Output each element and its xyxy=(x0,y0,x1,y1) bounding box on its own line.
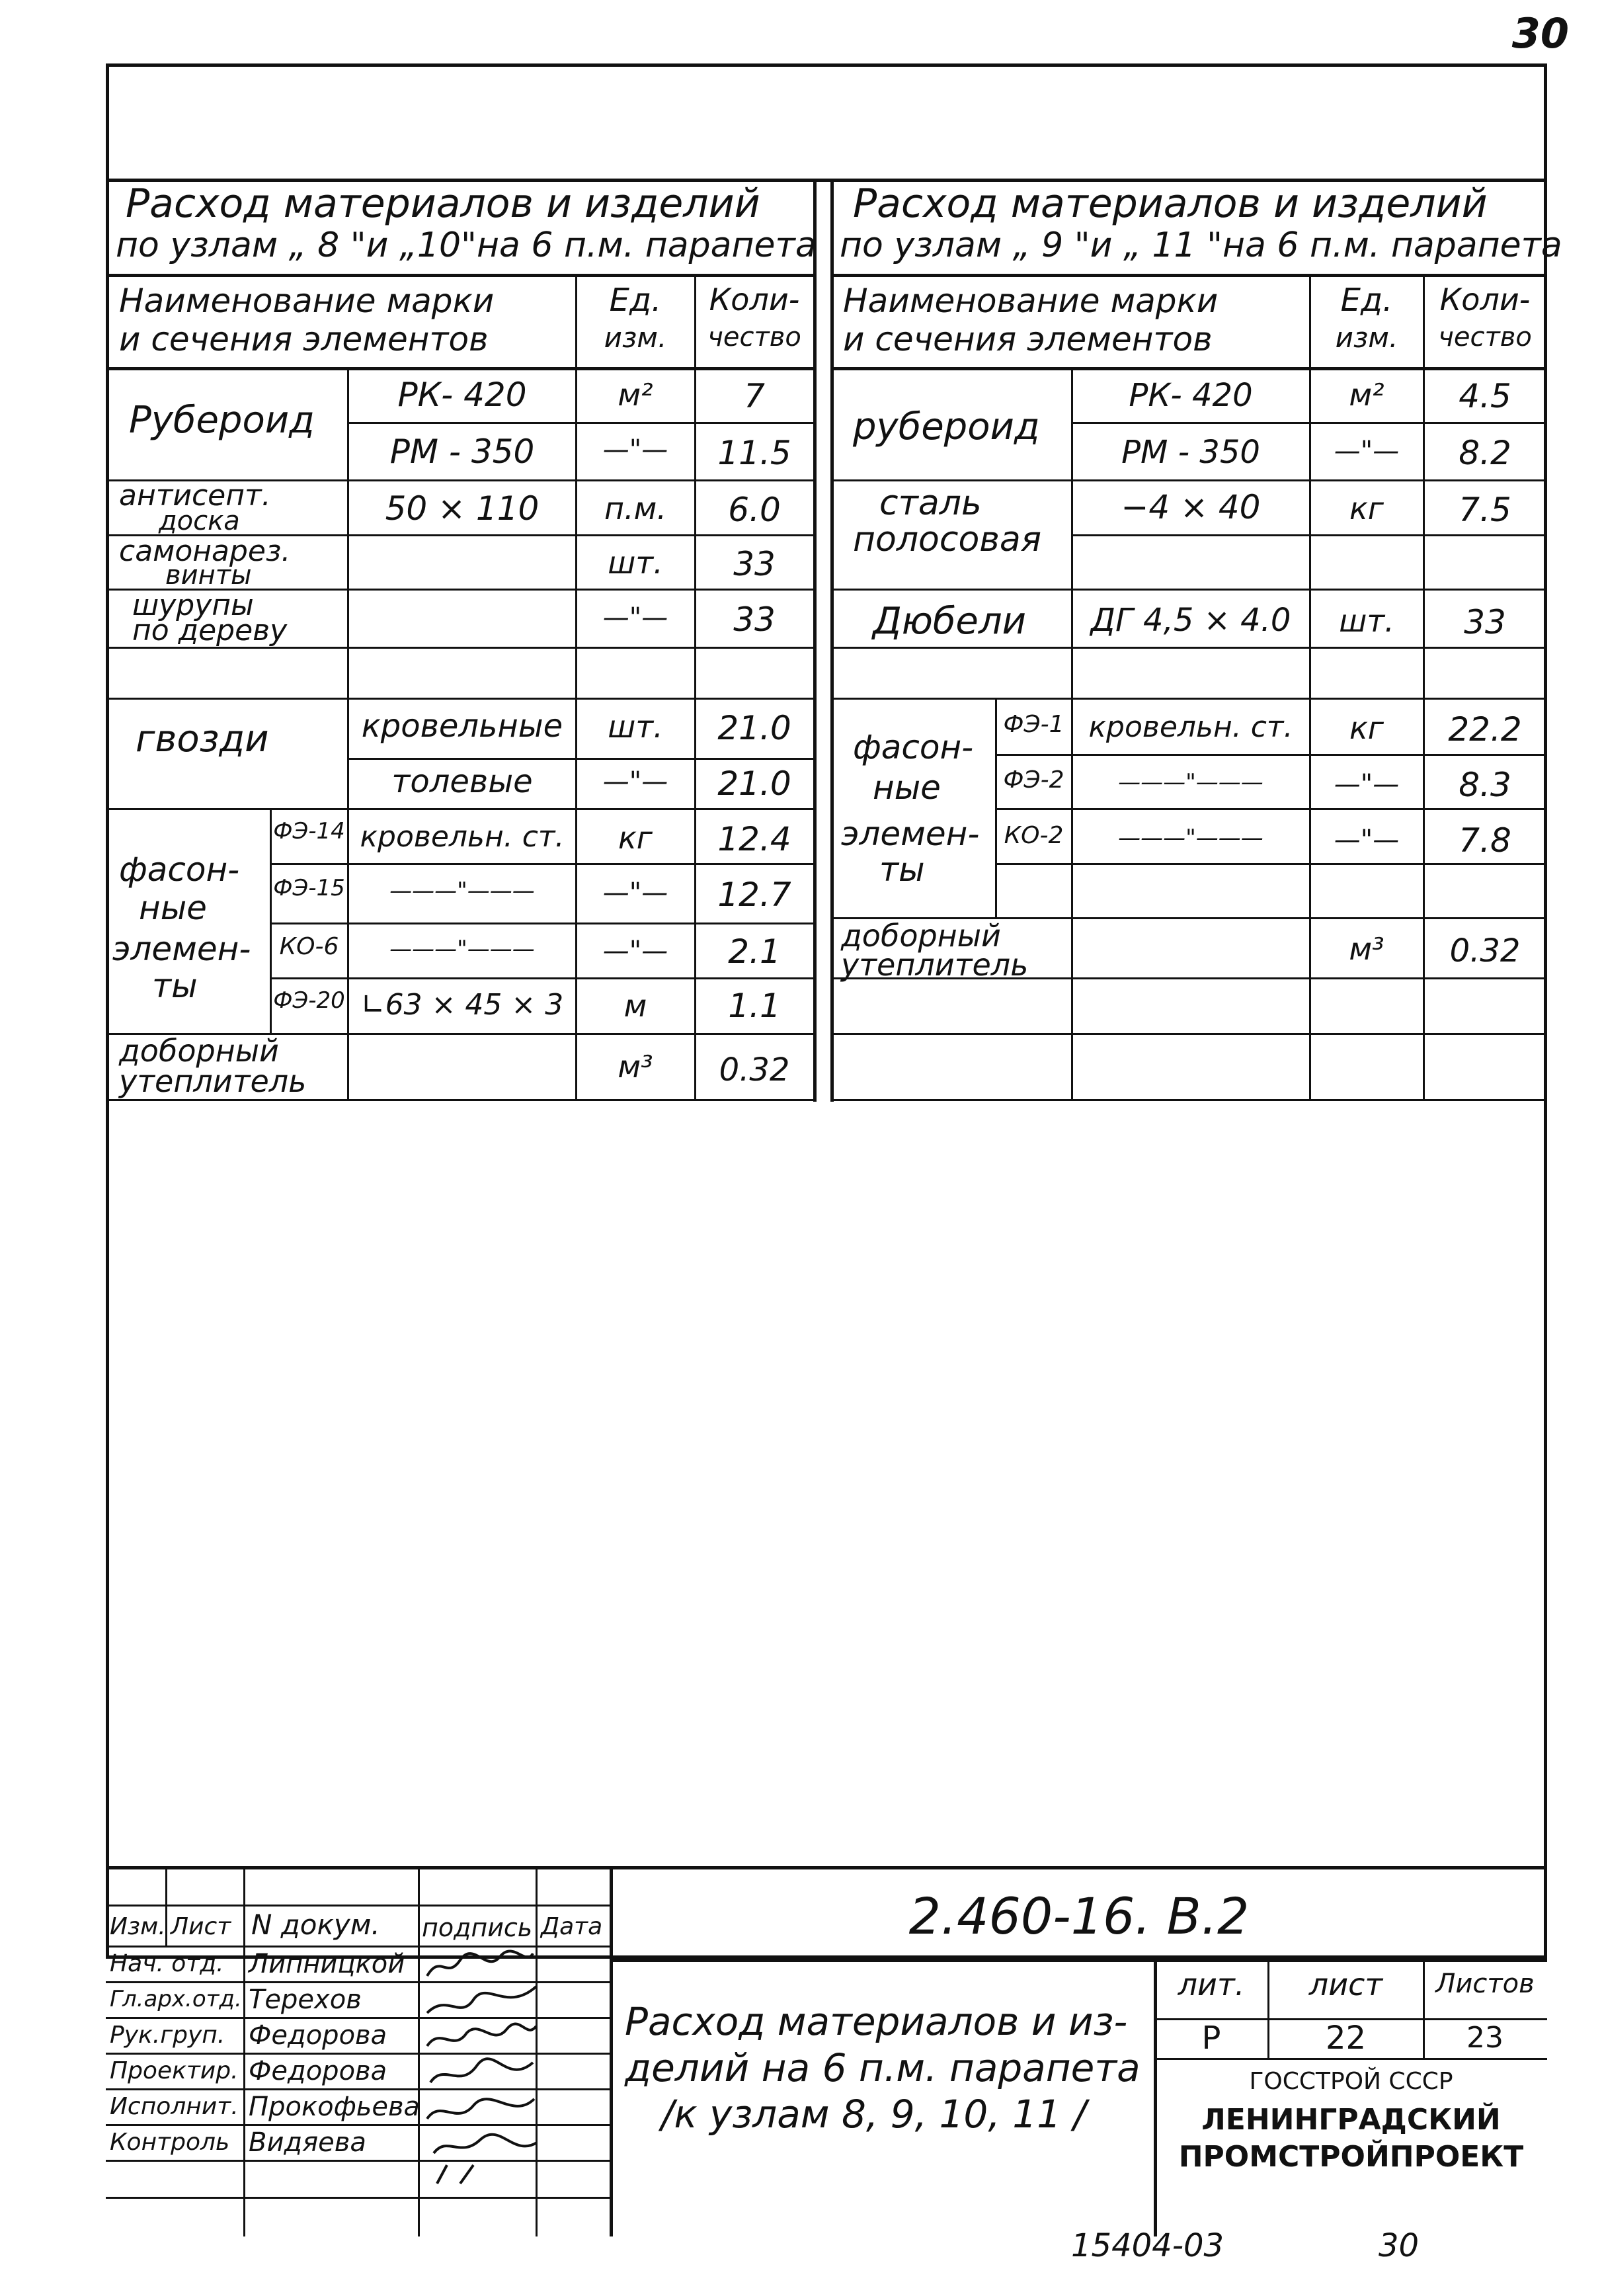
left-cell-name-2: винты xyxy=(165,560,252,591)
left-cell-qty: 11.5 xyxy=(717,434,791,472)
left-header-qty-2: чество xyxy=(707,322,801,352)
left-cell-unit: м³ xyxy=(618,1049,653,1085)
left-cell-mark: РК- 420 xyxy=(397,376,527,414)
stamp-rule xyxy=(610,1959,1547,1962)
right-cell-name: рубероид xyxy=(853,405,1040,448)
left-cell-code: КО-6 xyxy=(279,933,339,960)
left-row-line xyxy=(270,863,815,865)
stamp-person: Видяева xyxy=(249,2127,366,2158)
left-cell-qty: 1.1 xyxy=(728,987,781,1025)
right-group-label-4: ты xyxy=(879,850,925,889)
left-cell-qty: 33 xyxy=(733,545,776,583)
right-cell-qty: 7.8 xyxy=(1459,821,1511,860)
left-cell-unit: м xyxy=(623,988,647,1024)
left-cell-unit: —"— xyxy=(602,434,668,465)
right-table-border xyxy=(830,180,834,1102)
left-cell-qty: 7 xyxy=(744,377,765,415)
stamp-header-sign: подпись xyxy=(422,1913,533,1942)
right-header-name: Наименование марки xyxy=(843,282,1219,320)
stamp-person: Липницкой xyxy=(249,1949,405,1979)
left-cell-unit: п.м. xyxy=(604,491,667,526)
stamp-lit-value: Р xyxy=(1201,2020,1221,2057)
left-cell-unit: —"— xyxy=(602,602,668,633)
right-row-line xyxy=(830,479,1547,481)
right-title-rule xyxy=(830,274,1547,277)
left-cell-qty: 12.4 xyxy=(717,820,791,858)
left-group-label-2: ные xyxy=(139,889,207,927)
left-table-title: Расход материалов и изделий xyxy=(126,181,760,227)
left-header-unit: Ед. xyxy=(609,282,662,319)
right-row-line xyxy=(995,863,1547,865)
stamp-grid-line xyxy=(418,1866,420,2236)
right-cell-qty: 8.2 xyxy=(1459,434,1511,472)
stamp-header-izm: Изм. xyxy=(110,1913,166,1940)
left-cell-mark: кровельные xyxy=(361,708,563,745)
right-cell-mark: кровельн. ст. xyxy=(1088,710,1293,744)
left-cell-unit: шт. xyxy=(608,545,663,581)
right-cell-name: доборный xyxy=(841,918,1001,954)
right-row-line xyxy=(995,808,1547,810)
right-cell-qty: 0.32 xyxy=(1449,932,1521,969)
stamp-sheets-label: Листов xyxy=(1435,1969,1535,1999)
right-bottom-rule xyxy=(830,1099,1547,1101)
right-group-label-2: ные xyxy=(873,768,941,807)
right-cell-mark: ———"——— xyxy=(1118,825,1263,851)
stamp-lit-label: лит. xyxy=(1178,1967,1245,2002)
right-table-title: Расход материалов и изделий xyxy=(853,181,1488,227)
stamp-person: Федорова xyxy=(249,2020,387,2051)
left-cell-qty: 0.32 xyxy=(719,1051,790,1088)
stamp-title-3: /к узлам 8, 9, 10, 11 / xyxy=(661,2092,1086,2137)
right-row-line xyxy=(830,589,1547,591)
left-cell-name: антисепт. xyxy=(119,479,271,512)
left-cell-code: ФЭ-15 xyxy=(273,875,345,901)
right-cell-name: сталь xyxy=(879,483,982,523)
left-cell-unit: шт. xyxy=(608,709,663,745)
right-cell-unit: —"— xyxy=(1334,825,1400,855)
left-cell-name-2: утеплитель xyxy=(119,1063,307,1099)
left-cell-mark: ———"——— xyxy=(389,878,535,904)
right-row-line xyxy=(830,698,1547,700)
right-cell-mark: РМ - 350 xyxy=(1121,434,1260,471)
right-cell-qty: 7.5 xyxy=(1459,491,1511,529)
left-cell-qty: 6.0 xyxy=(728,491,781,529)
stamp-sheet-label: лист xyxy=(1308,1967,1383,2002)
left-row-line xyxy=(270,922,815,924)
stamp-col-line xyxy=(1154,1959,1157,2236)
stamp-role: Проектир. xyxy=(110,2057,239,2084)
left-cell-mark: ———"——— xyxy=(389,936,535,962)
left-cell-unit: кг xyxy=(618,820,653,856)
right-cell-code: КО-2 xyxy=(1004,822,1064,849)
left-cell-qty: 21.0 xyxy=(717,764,791,803)
right-cell-name-2: полосовая xyxy=(853,520,1042,559)
left-title-rule xyxy=(106,274,815,277)
left-cell-qty: 33 xyxy=(733,600,776,639)
right-cell-unit: шт. xyxy=(1339,603,1394,639)
right-cell-qty: 33 xyxy=(1464,603,1506,641)
right-cell-qty: 8.3 xyxy=(1459,766,1511,804)
right-cell-code: ФЭ-2 xyxy=(1003,766,1064,794)
stamp-role: Контроль xyxy=(110,2129,230,2156)
right-row-line xyxy=(1071,534,1547,536)
left-cell-unit: —"— xyxy=(602,766,668,797)
left-cell-name: самонарез. xyxy=(119,534,291,568)
right-cell-name-2: утеплитель xyxy=(841,947,1029,983)
stamp-person: Федорова xyxy=(249,2056,387,2086)
stamp-header-doc: N докум. xyxy=(251,1908,380,1941)
left-cell-mark: РМ - 350 xyxy=(389,432,535,471)
stamp-rule xyxy=(1154,2058,1547,2060)
left-cell-qty: 2.1 xyxy=(728,932,781,971)
left-row-line xyxy=(270,977,815,979)
right-cell-unit: —"— xyxy=(1334,769,1400,800)
left-bottom-rule xyxy=(106,1099,815,1101)
left-group-label-4: ты xyxy=(152,967,198,1005)
right-header-unit: Ед. xyxy=(1340,282,1393,319)
left-cell-name-2: доска xyxy=(159,506,240,536)
left-cell-qty: 12.7 xyxy=(717,876,791,914)
left-cell-unit: м² xyxy=(618,377,653,413)
right-cell-unit: —"— xyxy=(1334,436,1400,466)
right-cell-code: ФЭ-1 xyxy=(1003,711,1064,738)
right-header-rule xyxy=(830,367,1547,370)
left-header-name-2: и сечения элементов xyxy=(119,320,489,358)
right-group-label-3: элемен- xyxy=(841,815,980,853)
left-cell-qty: 21.0 xyxy=(717,709,791,747)
right-cell-mark: ДГ 4,5 × 4.0 xyxy=(1090,602,1291,639)
left-row-line xyxy=(106,698,815,700)
stamp-header-list: Лист xyxy=(171,1913,231,1940)
left-cell-mark: ∟63 × 45 × 3 xyxy=(360,988,564,1022)
right-header-qty: Коли- xyxy=(1439,282,1531,317)
signature-scribbles xyxy=(421,1947,540,2185)
right-table-subtitle: по узлам „ 9 "и „ 11 "на 6 п.м. парапета xyxy=(840,226,1562,265)
org-line-1: ГОССТРОЙ СССР xyxy=(1249,2068,1453,2095)
org-line-2: ЛЕНИНГРАДСКИЙ xyxy=(1201,2103,1501,2137)
left-cell-name: гвозди xyxy=(136,718,269,760)
right-row-line xyxy=(995,754,1547,756)
left-cell-mark: 50 × 110 xyxy=(385,489,540,528)
page-number: 30 xyxy=(1511,9,1569,58)
stamp-title-2: делий на 6 п.м. парапета xyxy=(625,2045,1141,2090)
stamp-role: Нач. отд. xyxy=(110,1950,224,1977)
right-header-name-2: и сечения элементов xyxy=(843,320,1213,358)
stamp-title: Расход материалов и из- xyxy=(625,1999,1128,2044)
left-table-border xyxy=(813,180,817,1102)
doc-number: 2.460-16. В.2 xyxy=(908,1887,1250,1946)
left-row-line xyxy=(347,758,815,760)
left-row-line xyxy=(106,808,815,810)
right-cell-mark: ———"——— xyxy=(1118,769,1263,796)
stamp-grid-line xyxy=(106,2197,610,2199)
right-cell-unit: кг xyxy=(1349,491,1384,526)
stamp-role: Рук.груп. xyxy=(110,2022,225,2049)
right-cell-name: Дюбели xyxy=(873,600,1027,643)
right-group-label: фасон- xyxy=(853,728,974,766)
archive-number: 15404-03 xyxy=(1071,2227,1224,2264)
left-header-unit-2: изм. xyxy=(604,321,667,354)
stamp-top-rule xyxy=(106,1866,1547,1869)
left-group-label-3: элемен- xyxy=(112,930,251,968)
stamp-person: Терехов xyxy=(249,1985,362,2015)
right-cell-mark: −4 × 40 xyxy=(1121,488,1261,526)
left-cell-name-2: по дереву xyxy=(132,614,288,647)
left-header-rule xyxy=(106,367,815,370)
left-group-label: фасон- xyxy=(119,850,240,889)
left-cell-unit: —"— xyxy=(602,878,668,908)
right-cell-mark: РК- 420 xyxy=(1129,377,1253,414)
stamp-grid-line xyxy=(243,1866,245,2236)
right-header-qty-2: чество xyxy=(1438,322,1532,352)
right-cell-unit: кг xyxy=(1349,710,1384,746)
left-cell-unit: —"— xyxy=(602,936,668,966)
right-header-unit-2: изм. xyxy=(1335,321,1398,354)
stamp-person: Прокофьева xyxy=(249,2092,421,2122)
right-row-line xyxy=(830,1033,1547,1035)
footer-page: 30 xyxy=(1379,2227,1420,2264)
left-header-qty: Коли- xyxy=(709,282,800,317)
left-cell-name: шурупы xyxy=(132,589,254,622)
stamp-role: Гл.арх.отд. xyxy=(110,1986,242,2012)
stamp-header-date: Дата xyxy=(541,1913,603,1940)
stamp-col-line xyxy=(610,1959,613,2236)
stamp-role: Исполнит. xyxy=(110,2093,239,2120)
right-cell-qty: 22.2 xyxy=(1448,710,1522,749)
right-row-line xyxy=(1071,422,1547,424)
stamp-sheet-value: 22 xyxy=(1325,2020,1367,2057)
left-cell-name: доборный xyxy=(119,1033,279,1069)
right-cell-qty: 4.5 xyxy=(1459,377,1511,415)
right-row-line xyxy=(830,647,1547,649)
org-line-3: ПРОМСТРОЙПРОЕКТ xyxy=(1178,2140,1524,2174)
left-cell-code: ФЭ-20 xyxy=(273,987,345,1014)
left-header-name: Наименование марки xyxy=(119,282,495,320)
stamp-sheets-value: 23 xyxy=(1466,2021,1503,2055)
left-cell-mark: кровельн. ст. xyxy=(360,820,565,854)
right-cell-unit: м² xyxy=(1349,377,1384,413)
left-cell-code: ФЭ-14 xyxy=(273,818,345,844)
left-cell-name: Рубероид xyxy=(129,399,315,442)
right-cell-unit: м³ xyxy=(1349,931,1384,967)
stamp-grid-line xyxy=(106,1905,610,1906)
left-row-line xyxy=(347,422,815,424)
left-cell-mark: толевые xyxy=(391,763,533,800)
left-table-subtitle: по узлам „ 8 "и „10"на 6 п.м. парапета xyxy=(116,226,817,265)
